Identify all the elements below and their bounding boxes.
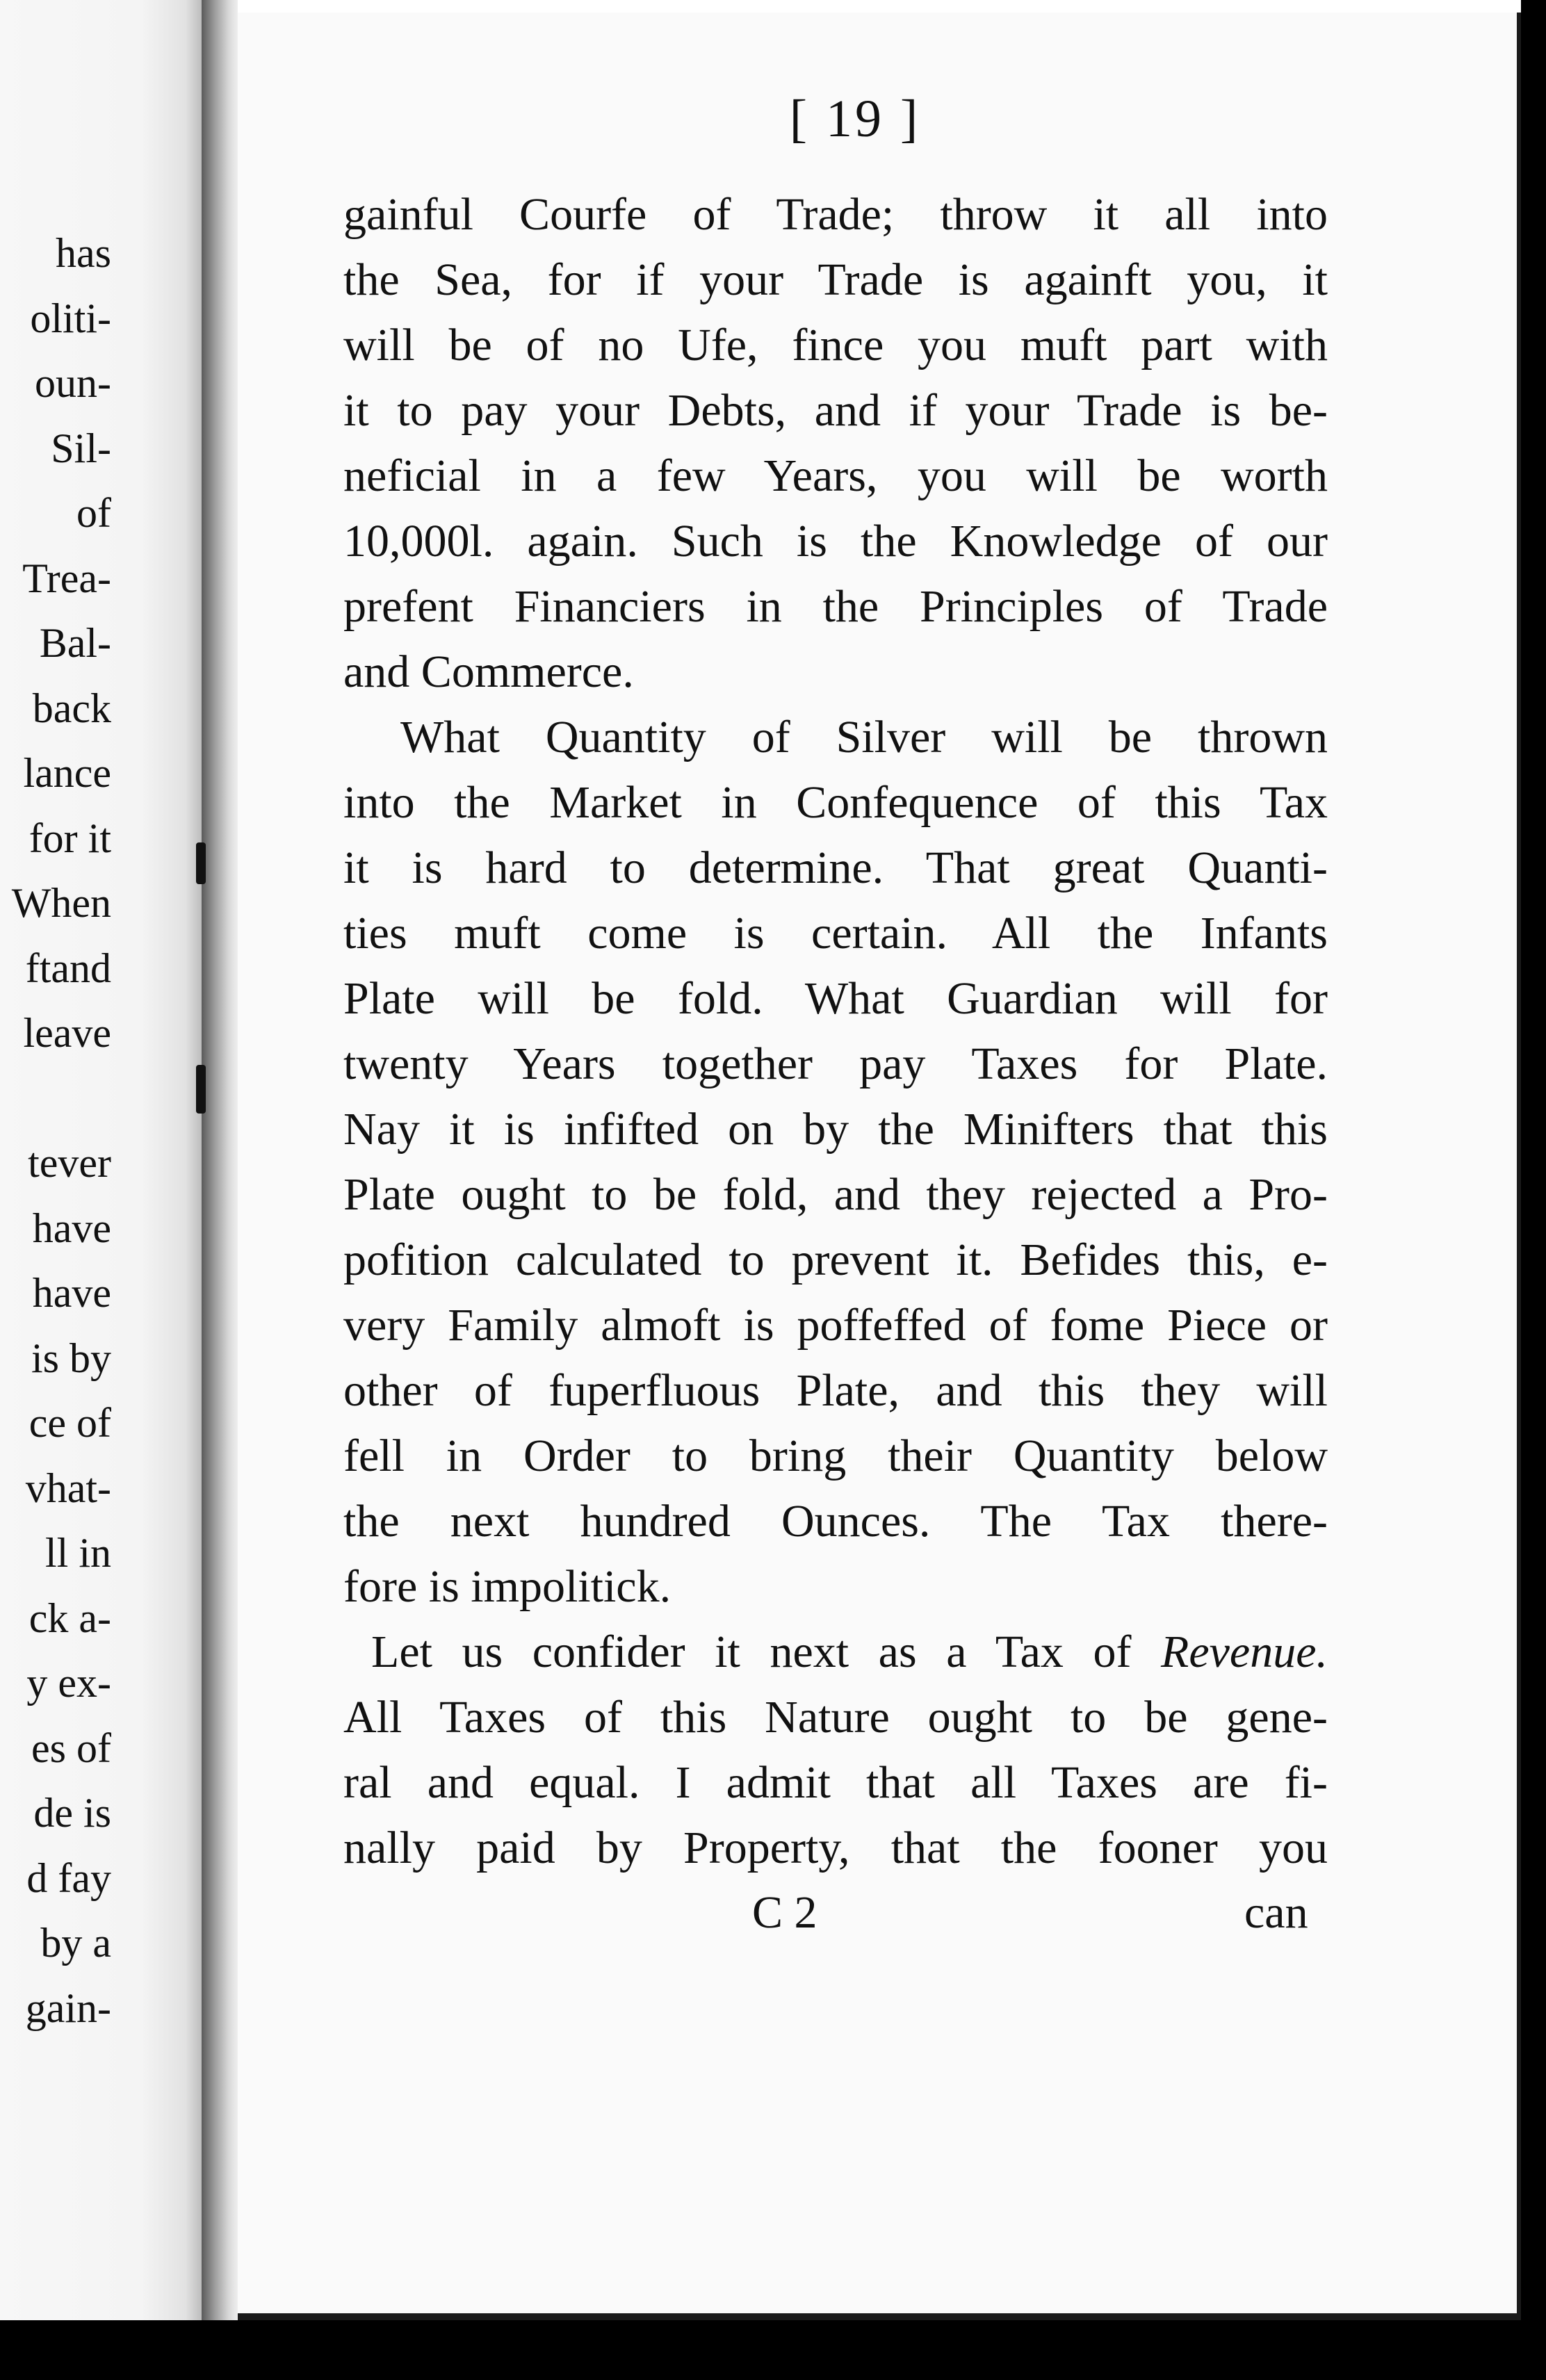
left-line: Trea- <box>22 555 111 601</box>
left-line: y ex- <box>26 1660 111 1706</box>
text-line: Plate ought to be fold, and they rejected a Pro- <box>343 1169 1328 1220</box>
text-line: gainful Courfe of Trade; throw it all into <box>343 189 1328 240</box>
text-line: it is hard to determine. That great Quanti- <box>343 842 1328 893</box>
text-line: neficial in a few Years, you will be worth <box>343 450 1328 501</box>
text-line: fore is impolitick. <box>343 1561 672 1612</box>
text-line: ral and equal. I admit that all Taxes are fi- <box>343 1757 1328 1808</box>
left-line: has <box>56 230 111 276</box>
scan-edge-bottom <box>0 2320 1546 2380</box>
text-line: nally paid by Property, that the fooner you <box>343 1823 1328 1873</box>
left-line-gap <box>0 1066 111 1132</box>
left-line: ce of <box>29 1400 111 1446</box>
left-line: de is <box>33 1790 111 1836</box>
signature-mark: C 2 <box>752 1887 817 1938</box>
left-line: have <box>32 1205 111 1251</box>
text-line <box>343 1620 1328 1685</box>
left-line: leave <box>23 1010 111 1056</box>
text-line: and Commerce. <box>343 646 634 697</box>
text-line: Plate will be fold. What Guardian will for <box>343 973 1328 1024</box>
text-line: fell in Order to bring their Quantity below <box>343 1431 1328 1481</box>
left-line: oliti- <box>30 295 111 341</box>
text-line: Nay it is infifted on by the Minifters that this <box>343 1104 1328 1155</box>
text-line: prefent Financiers in the Principles of Trade <box>343 581 1328 632</box>
text-line: What Quantity of Silver will be thrown <box>400 712 1328 763</box>
left-page-text <box>0 221 111 2041</box>
left-line: ll in <box>44 1530 111 1576</box>
left-line: d fay <box>26 1855 111 1901</box>
left-line: is by <box>31 1335 111 1381</box>
text-line: twenty Years together pay Taxes for Plate. <box>343 1038 1328 1089</box>
text-line-start: Let us confider it next as a Tax of <box>371 1627 1161 1677</box>
text-line: pofition calculated to prevent it. Befides this, e- <box>343 1234 1328 1285</box>
left-page-fragment <box>0 0 202 2380</box>
book-gutter <box>202 0 238 2380</box>
text-line: the Sea, for if your Trade is againft you, it <box>343 254 1328 305</box>
text-line: the next hundred Ounces. The Tax there- <box>343 1496 1328 1547</box>
left-line: gain- <box>25 1984 111 2031</box>
left-line: back <box>32 685 111 731</box>
binding-mark <box>196 842 206 884</box>
scan-edge-right <box>1521 0 1546 2380</box>
catchword: can <box>1244 1887 1308 1938</box>
text-line: it to pay your Debts, and if your Trade is be- <box>343 385 1328 436</box>
left-line: of <box>76 490 111 536</box>
text-line: ties muft come is certain. All the Infants <box>343 908 1328 959</box>
left-line: have <box>32 1270 111 1316</box>
left-line: for it <box>29 815 111 861</box>
left-line: When <box>11 880 111 926</box>
left-line: ftand <box>25 945 111 991</box>
left-line: es of <box>31 1725 111 1771</box>
left-line: lance <box>23 750 111 796</box>
left-line: Bal- <box>39 620 111 666</box>
left-line: tever <box>28 1140 111 1186</box>
text-line: will be of no Ufe, fince you muft part with <box>343 320 1328 370</box>
left-line: by a <box>40 1920 111 1966</box>
page-body-text <box>343 182 1328 1881</box>
left-line: Sil- <box>51 425 111 471</box>
binding-mark <box>196 1065 206 1114</box>
text-line: other of fuperfluous Plate, and this they will <box>343 1365 1328 1416</box>
text-line: into the Market in Confequence of this Tax <box>343 777 1328 828</box>
left-line: vhat- <box>25 1465 111 1511</box>
left-line: ck a- <box>29 1595 111 1641</box>
text-line: very Family almoft is poffeffed of fome Piece or <box>343 1300 1328 1351</box>
text-line: All Taxes of this Nature ought to be gene- <box>343 1692 1328 1743</box>
left-line: oun- <box>35 360 111 406</box>
page-number: [ 19 ] <box>789 90 921 148</box>
text-line: 10,000l. again. Such is the Knowledge of our <box>343 516 1328 567</box>
italic-word: Revenue. <box>1161 1627 1328 1677</box>
